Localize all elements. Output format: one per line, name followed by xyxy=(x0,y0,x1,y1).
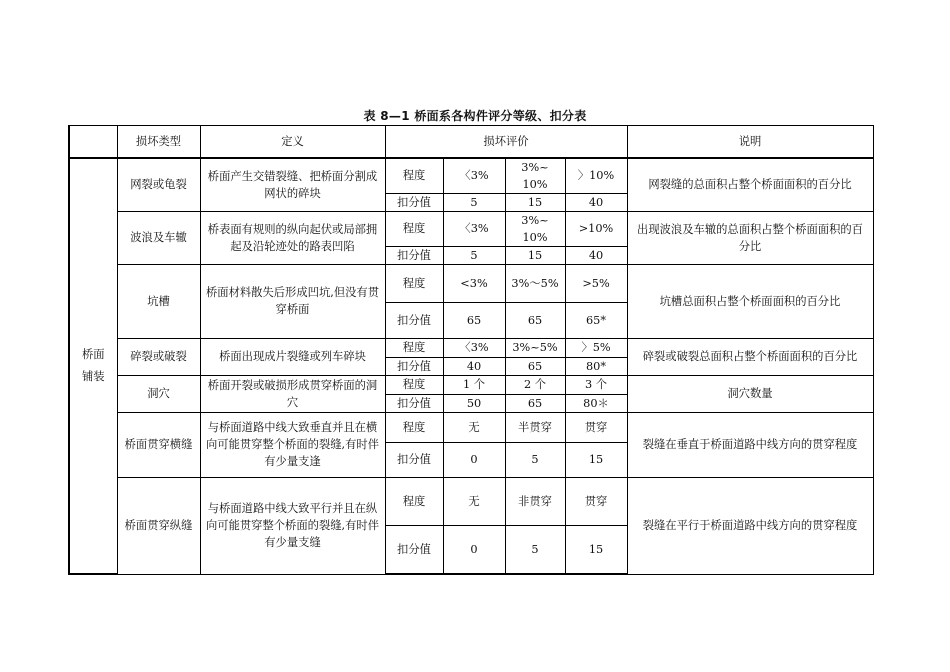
definition-cell: 桥面材料散失后形成凹坑,但没有贯穿桥面 xyxy=(200,264,385,338)
table-title: 表 8—1 桥面系各构件评分等级、扣分表 xyxy=(363,109,587,123)
definition-cell: 桥面出现成片裂缝或列车碎块 xyxy=(200,338,385,375)
degree-label-cell: 程度 xyxy=(385,412,443,442)
score-label-cell: 扣分值 xyxy=(385,357,443,375)
score-value-cell: 40 xyxy=(443,357,505,375)
score-value-cell: 65 xyxy=(505,357,565,375)
score-label-cell: 扣分值 xyxy=(385,193,443,211)
header-blank-cell xyxy=(69,126,117,158)
header-evaluation: 损坏评价 xyxy=(385,126,627,158)
score-value-cell: 80* xyxy=(565,357,627,375)
degree-value-cell: 贯穿 xyxy=(565,412,627,442)
score-label-cell: 扣分值 xyxy=(385,525,443,574)
score-value-cell: 65 xyxy=(443,302,505,338)
header-row xyxy=(69,126,873,158)
scoring-table xyxy=(68,125,874,575)
degree-row xyxy=(69,412,873,442)
degree-value-cell: 3%～5% xyxy=(505,264,565,302)
definition-cell: 桥面开裂或破损形成贯穿桥面的洞穴 xyxy=(200,375,385,412)
note-cell: 网裂缝的总面积占整个桥面面积的百分比 xyxy=(627,158,873,212)
score-value-cell: 0 xyxy=(443,442,505,477)
score-value-cell: 50 xyxy=(443,394,505,412)
degree-row xyxy=(69,477,873,525)
damage-type-cell: 碎裂或破裂 xyxy=(117,338,200,375)
score-label-cell: 扣分值 xyxy=(385,394,443,412)
score-value-cell: 0 xyxy=(443,525,505,574)
degree-value-cell: 无 xyxy=(443,412,505,442)
score-value-cell: 5 xyxy=(505,525,565,574)
note-cell: 裂缝在平行于桥面道路中线方向的贯穿程度 xyxy=(627,477,873,574)
degree-value-cell: 〈3% xyxy=(443,338,505,357)
degree-value-cell: 3 个 xyxy=(565,375,627,394)
category-cell: 桥面 铺装 xyxy=(69,158,117,575)
degree-value-cell: >10% xyxy=(565,211,627,246)
degree-row xyxy=(69,211,873,246)
header-definition: 定义 xyxy=(200,126,385,158)
table-body xyxy=(69,126,873,575)
score-value-cell: 5 xyxy=(443,193,505,211)
note-cell: 洞穴数量 xyxy=(627,375,873,412)
damage-type-cell: 洞穴 xyxy=(117,375,200,412)
score-label-cell: 扣分值 xyxy=(385,246,443,264)
degree-value-cell: 无 xyxy=(443,477,505,525)
score-value-cell: 15 xyxy=(505,193,565,211)
degree-value-cell: 〈3% xyxy=(443,158,505,194)
degree-value-cell: 〉5% xyxy=(565,338,627,357)
header-note: 说明 xyxy=(627,126,873,158)
degree-row xyxy=(69,375,873,394)
degree-value-cell: 贯穿 xyxy=(565,477,627,525)
damage-type-cell: 桥面贯穿横缝 xyxy=(117,412,200,477)
score-value-cell: 15 xyxy=(565,525,627,574)
definition-cell: 与桥面道路中线大致平行并且在纵向可能贯穿整个桥面的裂缝,有时伴有少量支缝 xyxy=(200,477,385,574)
score-label-cell: 扣分值 xyxy=(385,442,443,477)
degree-row xyxy=(69,264,873,302)
degree-value-cell: 〉10% xyxy=(565,158,627,194)
note-cell: 裂缝在垂直于桥面道路中线方向的贯穿程度 xyxy=(627,412,873,477)
degree-value-cell: 半贯穿 xyxy=(505,412,565,442)
damage-type-cell: 坑槽 xyxy=(117,264,200,338)
damage-type-cell: 桥面贯穿纵缝 xyxy=(117,477,200,574)
score-value-cell: 65 xyxy=(505,394,565,412)
header-damage-type: 损坏类型 xyxy=(117,126,200,158)
note-cell: 碎裂或破裂总面积占整个桥面面积的百分比 xyxy=(627,338,873,375)
score-value-cell: 5 xyxy=(505,442,565,477)
degree-row xyxy=(69,338,873,357)
definition-cell: 桥表面有规则的纵向起伏或局部拥起及沿轮迹处的路表凹陷 xyxy=(200,211,385,264)
score-value-cell: 80＊ xyxy=(565,394,627,412)
degree-value-cell: 非贯穿 xyxy=(505,477,565,525)
score-value-cell: 65 xyxy=(505,302,565,338)
definition-cell: 桥面产生交错裂缝、把桥面分割成网状的碎块 xyxy=(200,158,385,212)
degree-value-cell: 〈3% xyxy=(443,211,505,246)
damage-type-cell: 网裂或龟裂 xyxy=(117,158,200,212)
score-value-cell: 15 xyxy=(505,246,565,264)
degree-label-cell: 程度 xyxy=(385,375,443,394)
degree-value-cell: 1 个 xyxy=(443,375,505,394)
degree-value-cell: >5% xyxy=(565,264,627,302)
degree-value-cell: 3%~ 10% xyxy=(505,158,565,194)
degree-label-cell: 程度 xyxy=(385,338,443,357)
score-value-cell: 40 xyxy=(565,193,627,211)
definition-cell: 与桥面道路中线大致垂直并且在横向可能贯穿整个桥面的裂缝,有时伴有少量支逢 xyxy=(200,412,385,477)
score-value-cell: 15 xyxy=(565,442,627,477)
damage-type-cell: 波浪及车辙 xyxy=(117,211,200,264)
degree-value-cell: 3%~ 10% xyxy=(505,211,565,246)
score-label-cell: 扣分值 xyxy=(385,302,443,338)
note-cell: 出现波浪及车辙的总面积占整个桥面面积的百分比 xyxy=(627,211,873,264)
score-value-cell: 65* xyxy=(565,302,627,338)
score-value-cell: 40 xyxy=(565,246,627,264)
degree-label-cell: 程度 xyxy=(385,477,443,525)
degree-label-cell: 程度 xyxy=(385,264,443,302)
degree-value-cell: <3% xyxy=(443,264,505,302)
degree-value-cell: 3%~5% xyxy=(505,338,565,357)
degree-label-cell: 程度 xyxy=(385,211,443,246)
score-value-cell: 5 xyxy=(443,246,505,264)
degree-label-cell: 程度 xyxy=(385,158,443,194)
degree-value-cell: 2 个 xyxy=(505,375,565,394)
degree-row xyxy=(69,158,873,194)
note-cell: 坑槽总面积占整个桥面面积的百分比 xyxy=(627,264,873,338)
